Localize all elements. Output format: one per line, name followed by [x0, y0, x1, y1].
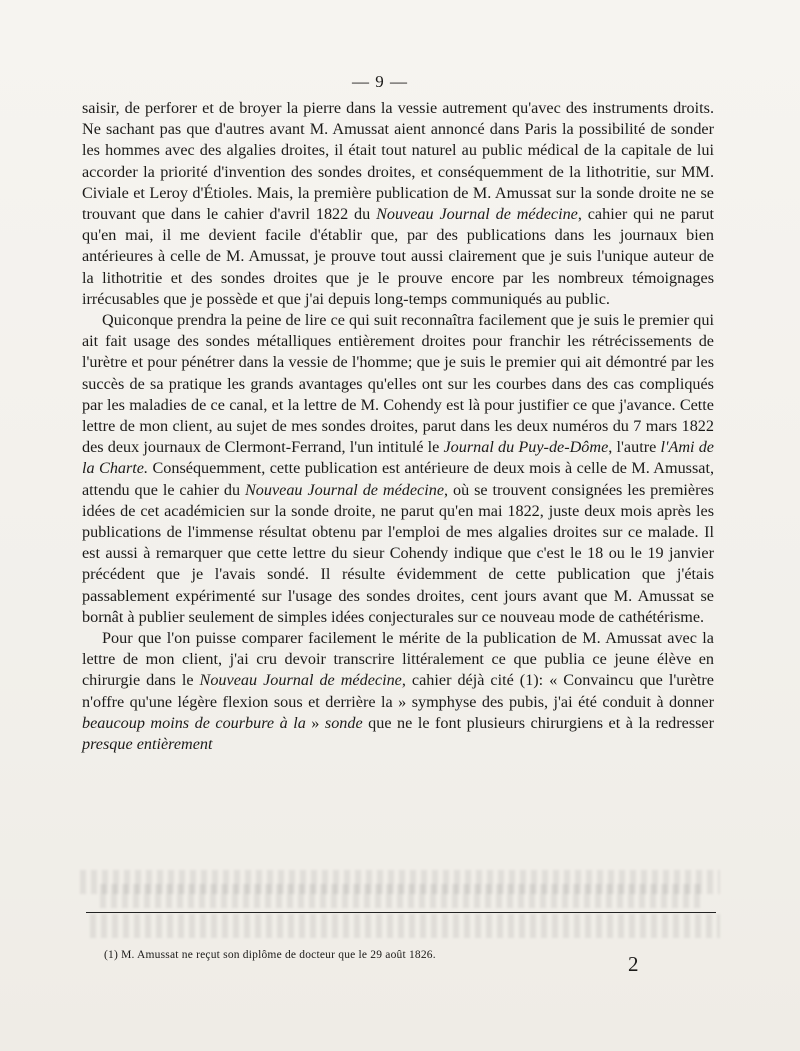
italic-text: sonde — [324, 713, 363, 732]
paragraph — [82, 628, 714, 755]
text-run: saisir, de perforer et de broyer la pierre dans la vessie autrement qu'avec des instruments droits. Ne sachant pas que d'autres avant M. Amussat aient annoncé dans Paris la possibilité de sonder les hommes avec des algalies droites, il était tout naturel au public médical de la capitale de lui accorder la priorité d'invention des sondes droites, et conséquemment de la lithotritie, sur MM. Civiale et Leroy d'Étioles. Mais, la première publication de M. Amussat sur la sonde droite ne se trouvant que dans le cahier d'avril 1822 du — [82, 99, 714, 224]
text-run: Pour que l'on puisse comparer facilement le mérite de la publication de M. Amussat avec la lettre de mon client, j'ai cru devoir transcrire littéralement ce que publia ce jeune élève en chirurgie dans le — [82, 629, 714, 690]
italic-text: presque entièrement — [82, 735, 213, 754]
italic-text: Journal du Puy-de-Dôme — [443, 438, 609, 457]
italic-text: l'Ami de la Charte. — [82, 438, 714, 478]
italic-text: Nouveau Journal de médecine — [199, 671, 402, 690]
paragraph — [82, 98, 714, 310]
show-through-shadow — [100, 884, 700, 908]
italic-text: Nouveau Journal de médecine — [244, 480, 445, 499]
paragraph — [82, 310, 714, 628]
text-run: » — [305, 713, 325, 732]
text-run: , l'autre — [608, 438, 661, 457]
show-through-shadow — [90, 914, 720, 938]
footnote-rule — [86, 912, 716, 913]
text-run: , cahier déjà cité (1): « Convaincu que l'urètre n'offre qu'une légère flexion sous et derrière la » symphyse des pubis, j'ai été conduit à donner — [82, 671, 714, 711]
footnote: (1) M. Amussat ne reçut son diplôme de docteur que le 29 août 1826. — [104, 949, 436, 961]
text-run: Conséquemment, cette publication est antérieure de deux mois à celle de M. Amussat, attendu que le cahier du — [82, 459, 714, 499]
text-run: , où se trouvent consignées les premières idées de cet académicien sur la sonde droite, ne parut qu'en mai 1822, juste deux mois après les publications de l'immense résultat obtenu par l'emploi de mes algalies droites sur ce malade. Il est aussi à remarquer que cette lettre du sieur Cohendy indique que c'est le 18 ou le 19 janvier précédent que je l'avais sondé. Il résulte évidemment de cette publication que j'étais passablement expérimenté sur l'usage des sondes droites, cent jours avant que M. Amussat se bornât à publier seulement de simples idées conjecturales sur ce nouveau mode de cathétérisme. — [82, 480, 714, 626]
text-run: que ne le font plusieurs chirurgiens et à la redresser — [362, 713, 715, 732]
text-run: , cahier qui ne parut qu'en mai, il me devient facile d'établir que, par des publications dans les journaux bien antérieures à celle de M. Amussat, je prouve tout aussi clairement que je suis l'unique auteur de la lithotritie et des sondes droites que je le prouve encore par les nombreux témoignages irrécusables que je possède et que j'ai depuis long-temps communiqués au public. — [82, 205, 714, 308]
italic-text: beaucoup moins de courbure à la — [82, 713, 306, 732]
signature-mark: 2 — [628, 952, 639, 976]
body-text — [82, 98, 714, 755]
page-number: — 9 — — [352, 72, 408, 91]
text-run: Quiconque prendra la peine de lire ce qui suit reconnaîtra facilement que je suis le premier qui ait fait usage des sondes métalliques entièrement droites pour franchir les rétrécissements de l'urètre et pour pénétrer dans la vessie de l'homme; que je suis le premier qui ait démontré par les succès de sa pratique les grands avantages qu'elles ont sur les courbes dans des cas compliqués par les maladies de ce canal, et la lettre de M. Cohendy est là pour justifier ce que j'avance. Cette lettre de mon client, au sujet de mes sondes droites, parut dans les deux numéros du 7 mars 1822 des deux journaux de Clermont-Ferrand, l'un intitulé le — [82, 311, 714, 457]
italic-text: Nouveau Journal de médecine — [376, 205, 578, 224]
